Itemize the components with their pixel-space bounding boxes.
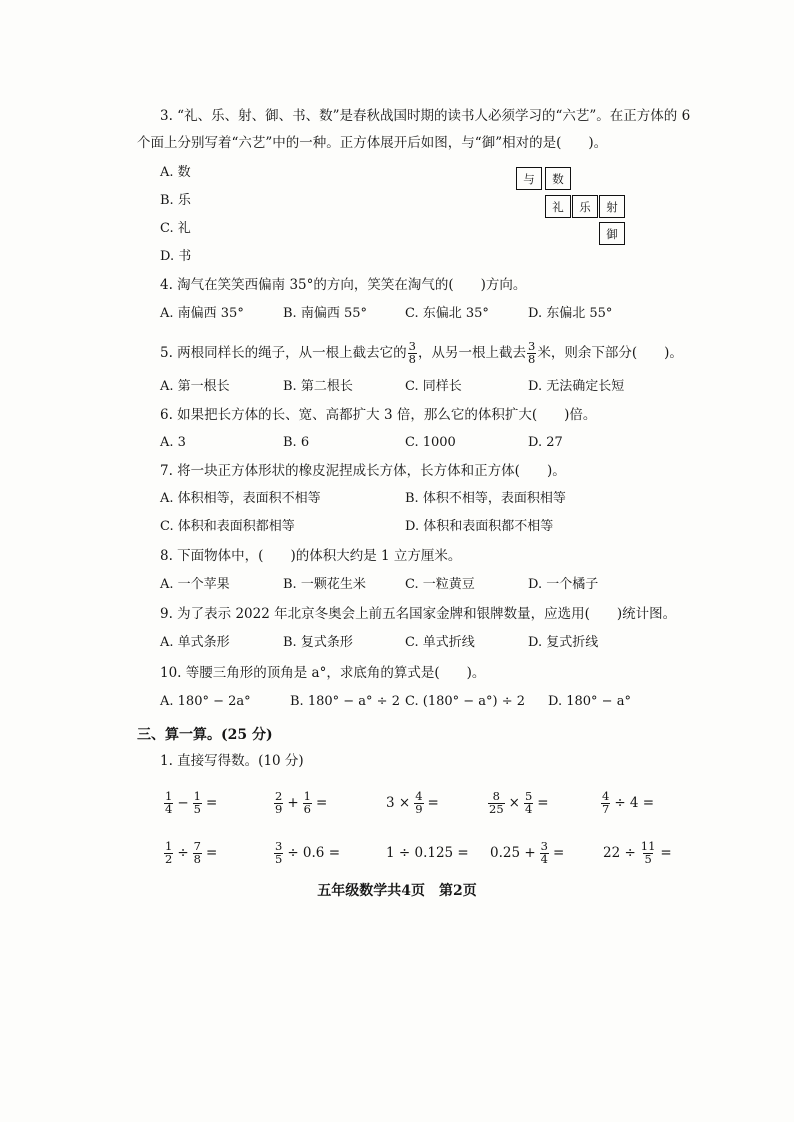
denominator: 7 — [602, 801, 610, 816]
q8-option-c[interactable]: C. 一粒黄豆 — [405, 577, 475, 592]
fraction — [601, 791, 610, 815]
denominator: 25 — [489, 801, 504, 816]
numerator: 3 — [540, 839, 548, 853]
numerator: 8 — [492, 789, 500, 803]
equals: = — [427, 795, 439, 811]
calc-r2-c4[interactable] — [487, 836, 567, 870]
net-face-yu-yu: 御 — [599, 222, 625, 245]
section-3-sub1: 1. 直接写得数。(10 分) — [160, 753, 304, 769]
q9-option-d[interactable]: D. 复式折线 — [528, 635, 599, 650]
numerator: 1 — [165, 839, 173, 853]
numerator: 7 — [193, 839, 201, 853]
fraction — [488, 791, 505, 815]
q7-option-a[interactable]: A. 体积相等，表面积不相等 — [160, 491, 321, 506]
fraction — [303, 791, 312, 815]
numerator: 3 — [528, 339, 536, 353]
numerator: 4 — [415, 789, 423, 803]
fraction — [164, 841, 173, 865]
q4-stem: 4. 淘气在笑笑西偏南 35°的方向，笑笑在淘气的( )方向。 — [160, 277, 527, 293]
numerator: 4 — [602, 789, 610, 803]
denominator: 5 — [193, 801, 201, 816]
fraction — [540, 841, 549, 865]
operator: ÷ — [177, 845, 189, 861]
q7-option-d[interactable]: D. 体积和表面积都不相等 — [405, 519, 554, 534]
denominator: 4 — [524, 801, 533, 816]
q5-fraction-1 — [408, 341, 417, 365]
q5-option-b[interactable]: B. 第二根长 — [283, 379, 353, 394]
q10-option-d[interactable]: D. 180° − a° — [548, 694, 631, 709]
q8-option-d[interactable]: D. 一个橘子 — [528, 577, 599, 592]
denominator: 2 — [165, 851, 173, 866]
equals: = — [537, 795, 549, 811]
net-face-li: 礼 — [545, 195, 571, 218]
calc-r1-c4[interactable] — [487, 786, 552, 820]
q3-option-b[interactable]: B. 乐 — [160, 193, 191, 208]
q6-option-a[interactable]: A. 3 — [160, 435, 186, 450]
fraction — [164, 791, 173, 815]
net-face-shu: 数 — [545, 167, 571, 190]
q6-option-c[interactable]: C. 1000 — [405, 435, 456, 450]
prefix: 3 × — [386, 795, 411, 811]
denominator: 8 — [193, 851, 201, 866]
q4-option-a[interactable]: A. 南偏西 35° — [160, 306, 244, 321]
operator: × — [508, 795, 520, 811]
net-face-she: 射 — [599, 195, 625, 218]
section-3-title: 三、算一算。(25 分) — [137, 727, 273, 743]
q9-option-a[interactable]: A. 单式条形 — [160, 635, 230, 650]
q4-option-c[interactable]: C. 东偏北 35° — [405, 306, 489, 321]
q8-option-b[interactable]: B. 一颗花生米 — [283, 577, 366, 592]
denominator: 5 — [644, 851, 652, 866]
equals: = — [205, 795, 218, 811]
calc-r2-c2[interactable] — [273, 836, 343, 870]
denominator: 9 — [415, 801, 423, 816]
numerator: 3 — [408, 339, 416, 353]
prefix: 0.25 + — [490, 845, 536, 861]
q6-option-b[interactable]: B. 6 — [283, 435, 310, 450]
q9-stem: 9. 为了表示 2022 年北京冬奥会上前五名国家金牌和银牌数量，应选用( )统计图。 — [160, 606, 677, 622]
denominator: 5 — [275, 851, 283, 866]
q5-stem-part-a: 5. 两根同样长的绳子，从一根上截去它的 — [160, 345, 407, 361]
q3-stem-line1: 3. “礼、乐、射、御、书、数”是春秋战国时期的读书人必须学习的“六艺”。在正方体的 6 — [160, 108, 691, 124]
q10-option-c[interactable]: C. (180° − a°) ÷ 2 — [405, 694, 526, 709]
q5-stem-part-c: 米，则余下部分( )。 — [537, 345, 683, 361]
numerator: 5 — [524, 789, 533, 803]
q3-stem-line2: 个面上分别写着“六艺”中的一种。正方体展开后如图，与“御”相对的是( )。 — [137, 135, 608, 151]
fraction — [640, 841, 657, 865]
net-face-le: 乐 — [572, 195, 598, 218]
q5-option-a[interactable]: A. 第一根长 — [160, 379, 230, 394]
q5-option-d[interactable]: D. 无法确定长短 — [528, 379, 625, 394]
q8-option-a[interactable]: A. 一个苹果 — [160, 577, 230, 592]
suffix: ÷ 4 = — [614, 795, 655, 811]
q4-option-d[interactable]: D. 东偏北 55° — [528, 306, 613, 321]
q10-stem: 10. 等腰三角形的顶角是 a°，求底角的算式是( )。 — [160, 665, 486, 681]
q5-option-c[interactable]: C. 同样长 — [405, 379, 462, 394]
q9-option-b[interactable]: B. 复式条形 — [283, 635, 353, 650]
fraction — [193, 841, 202, 865]
denominator: 9 — [275, 801, 283, 816]
net-face-yu: 与 — [516, 167, 542, 190]
q5-fraction-2 — [527, 341, 536, 365]
calc-r2-c3[interactable] — [383, 836, 472, 870]
fraction — [414, 791, 423, 815]
q3-option-d[interactable]: D. 书 — [160, 249, 192, 264]
q8-stem: 8. 下面物体中，( )的体积大约是 1 立方厘米。 — [160, 548, 462, 564]
calc-r2-c1[interactable] — [163, 836, 220, 870]
q5-stem — [160, 338, 683, 368]
equals: = — [660, 845, 672, 861]
q10-option-a[interactable]: A. 180° − 2a° — [160, 694, 251, 709]
q6-option-d[interactable]: D. 27 — [528, 435, 563, 450]
numerator: 1 — [165, 789, 173, 803]
numerator: 3 — [275, 839, 283, 853]
numerator: 1 — [193, 789, 201, 803]
fraction — [274, 841, 283, 865]
q10-option-b[interactable]: B. 180° − a° ÷ 2 — [290, 694, 400, 709]
numerator: 2 — [275, 789, 283, 803]
q7-option-c[interactable]: C. 体积和表面积都相等 — [160, 519, 295, 534]
equals: = — [553, 845, 565, 861]
fraction — [193, 791, 202, 815]
denominator: 4 — [165, 801, 173, 816]
expression: 1 ÷ 0.125 = — [386, 845, 469, 861]
denominator: 4 — [540, 851, 548, 866]
numerator: 1 — [303, 789, 311, 803]
q7-stem: 7. 将一块正方体形状的橡皮泥捏成长方体，长方体和正方体( )。 — [160, 463, 566, 479]
equals: = — [315, 795, 328, 811]
q6-stem: 6. 如果把长方体的长、宽、高都扩大 3 倍，那么它的体积扩大( )倍。 — [160, 407, 597, 423]
cube-net-diagram — [516, 167, 630, 247]
suffix: ÷ 0.6 = — [287, 845, 341, 861]
calc-r1-c5[interactable] — [600, 786, 657, 820]
fraction — [274, 791, 283, 815]
q3-option-c[interactable]: C. 礼 — [160, 221, 191, 236]
fraction — [524, 791, 533, 815]
q5-stem-part-b: ，从另一根上截去 — [418, 345, 526, 361]
numerator: 11 — [640, 839, 656, 853]
denominator: 8 — [528, 351, 536, 366]
denominator: 6 — [303, 801, 311, 816]
operator: − — [177, 795, 189, 811]
calc-r2-c5[interactable] — [600, 836, 675, 870]
q9-option-c[interactable]: C. 单式折线 — [405, 635, 475, 650]
operator: + — [287, 795, 299, 811]
equals: = — [205, 845, 218, 861]
prefix: 22 ÷ — [603, 845, 636, 861]
calc-r1-c3[interactable] — [383, 786, 442, 820]
calc-r1-c1[interactable] — [163, 786, 220, 820]
q7-option-b[interactable]: B. 体积不相等，表面积相等 — [405, 491, 566, 506]
q4-option-b[interactable]: B. 南偏西 55° — [283, 306, 367, 321]
page-footer: 五年级数学共4页 第2页 — [317, 883, 477, 899]
calc-r1-c2[interactable] — [273, 786, 330, 820]
denominator: 8 — [408, 351, 416, 366]
q3-option-a[interactable]: A. 数 — [160, 165, 191, 180]
